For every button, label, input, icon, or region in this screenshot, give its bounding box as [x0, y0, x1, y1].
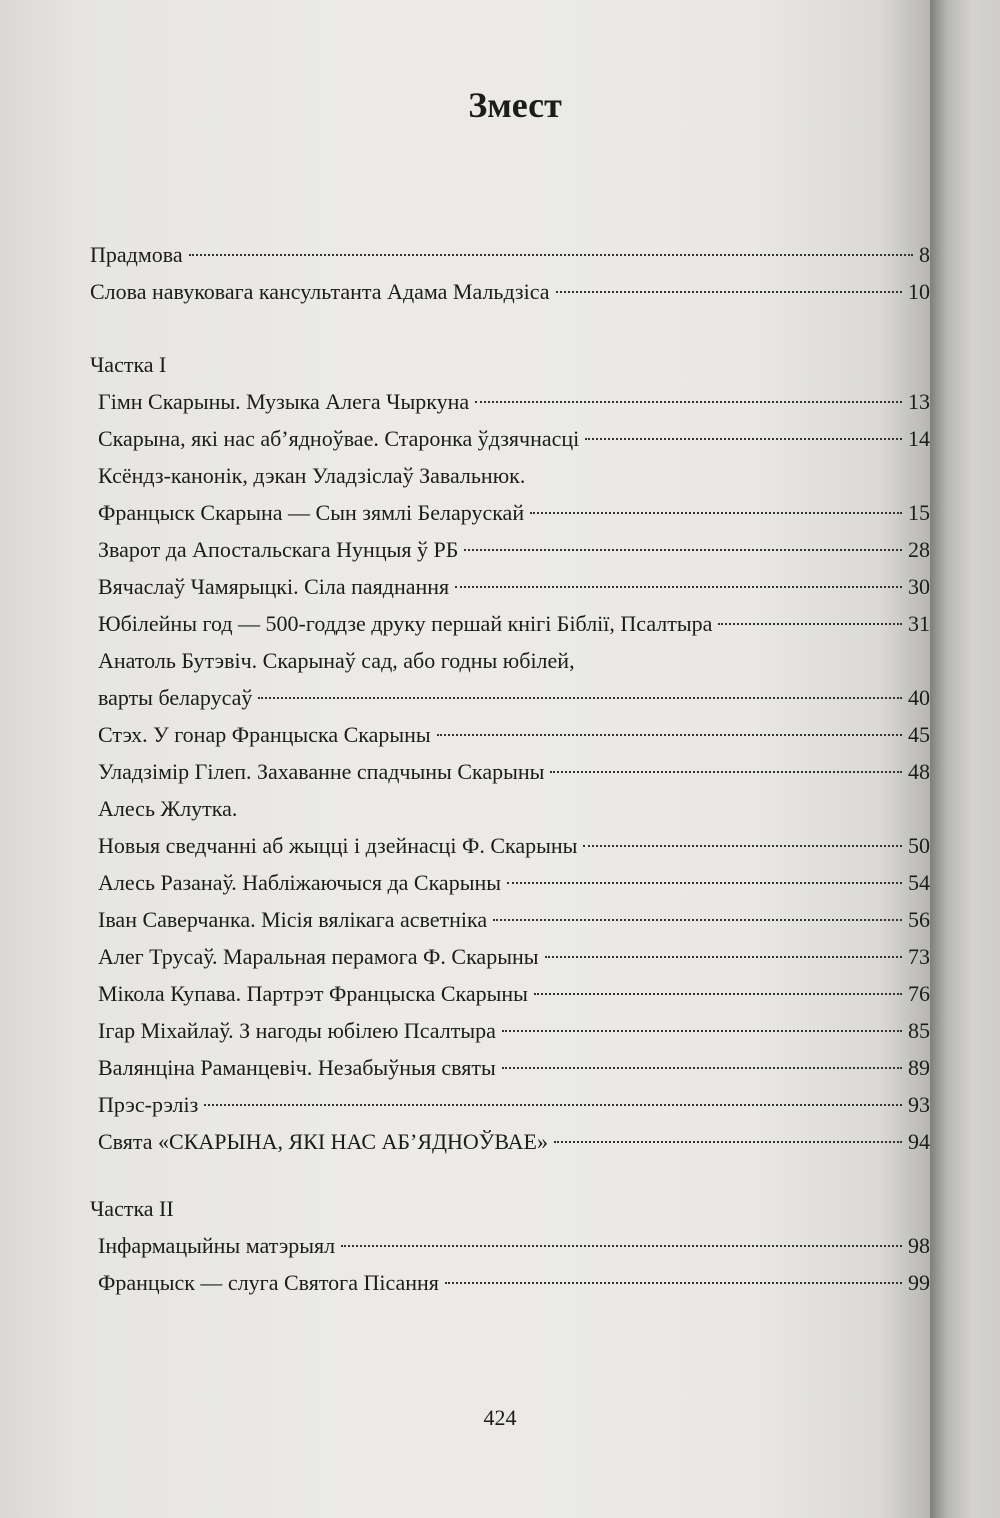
part-2-heading: Частка II [90, 1196, 174, 1221]
toc-entry-page: 30 [908, 574, 930, 599]
toc-entry-title: Мікола Купава. Партрэт Францыска Скарыны [98, 981, 528, 1006]
adjacent-page-edge [930, 0, 1000, 1518]
dot-leader [445, 1282, 902, 1284]
toc-entry-title: Ігар Міхайлаў. З нагоды юбілею Псалтыра [98, 1018, 496, 1043]
toc-entry-page: 73 [908, 944, 930, 969]
dot-leader [437, 734, 902, 736]
toc-entry-title: Прэс-рэліз [98, 1092, 199, 1117]
toc-entry-page: 85 [908, 1018, 930, 1043]
dot-leader [530, 512, 902, 514]
toc-entry [90, 642, 930, 679]
toc-entry-title: Інфармацыйны матэрыял [98, 1233, 336, 1258]
toc-entry-title: Алесь Жлутка. [98, 796, 238, 821]
dot-leader [502, 1030, 902, 1032]
toc-entry [90, 716, 930, 753]
dot-leader [189, 254, 913, 256]
toc-entry-title: Алесь Разанаў. Набліжаючыся да Скарыны [98, 870, 502, 895]
toc-entry-page: 48 [908, 759, 930, 784]
toc-entry [90, 1049, 930, 1086]
toc-entry [90, 679, 930, 716]
toc-entry-page: 45 [908, 722, 930, 747]
dot-leader [464, 549, 902, 551]
dot-leader [507, 882, 902, 884]
toc-entry [90, 273, 930, 310]
toc-entry [90, 1227, 930, 1264]
toc-entry [90, 901, 930, 938]
toc-entry-page: 14 [908, 426, 930, 451]
toc-entry-title: Зварот да Апостальскага Нунцыя ў РБ [98, 537, 459, 562]
toc-entry [90, 1123, 930, 1160]
page-number: 424 [483, 1405, 517, 1430]
toc-entry-page: 76 [908, 981, 930, 1006]
toc-entry-title: Вячаслаў Чамярыцкі. Сіла паяднання [98, 574, 450, 599]
toc-entry [90, 568, 930, 605]
toc-entry-page: 40 [908, 685, 930, 710]
toc-entry-page: 54 [908, 870, 930, 895]
dot-leader [341, 1245, 902, 1247]
toc-entry [90, 864, 930, 901]
toc-entry [90, 531, 930, 568]
dot-leader [204, 1104, 902, 1106]
toc-entry-title: Валянціна Раманцевіч. Незабыўныя святы [98, 1055, 496, 1080]
page-title: Змест [468, 85, 562, 125]
toc-entry-page: 94 [908, 1129, 930, 1154]
dot-leader [556, 291, 902, 293]
toc-entry-title: Стэх. У гонар Францыска Скарыны [98, 722, 431, 747]
toc-entry-page: 8 [919, 242, 930, 267]
toc-entry-title: Іван Саверчанка. Місія вялікага асветніка [98, 907, 488, 932]
toc-entry [90, 383, 930, 420]
toc-entry-page: 10 [908, 279, 930, 304]
toc-entry [90, 827, 930, 864]
toc-entry-title: Францыск Скарына — Сын зямлі Беларускай [98, 500, 525, 525]
toc-entry-title: Слова навуковага кансультанта Адама Мальдзіса [90, 279, 550, 304]
dot-leader [545, 956, 902, 958]
toc-entry-page: 50 [908, 833, 930, 858]
toc-entry [90, 1264, 930, 1301]
toc-entry-title: Алег Трусаў. Маральная перамога Ф. Скарыны [98, 944, 539, 969]
toc-entry-page: 93 [908, 1092, 930, 1117]
toc-entry [90, 790, 930, 827]
dot-leader [534, 993, 902, 995]
toc-entry-title: Свята «СКАРЫНА, ЯКІ НАС АБ’ЯДНОЎВАЕ» [98, 1129, 548, 1154]
toc-entry-title: Новыя сведчанні аб жыцці і дзейнасці Ф. Скарыны [98, 833, 578, 858]
toc-entry-title: Францыск — слуга Святога Пісання [98, 1270, 439, 1295]
part-1-heading: Частка I [90, 352, 167, 377]
toc-entry-page: 28 [908, 537, 930, 562]
toc-entry-page: 13 [908, 389, 930, 414]
toc-entry [90, 1086, 930, 1123]
toc-entry-page: 15 [908, 500, 930, 525]
dot-leader [550, 771, 902, 773]
dot-leader [493, 919, 902, 921]
toc-entry-title: Ксёндз-канонік, дэкан Уладзіслаў Завальнюк. [98, 463, 526, 488]
toc-entry-page: 98 [908, 1233, 930, 1258]
dot-leader [502, 1067, 902, 1069]
toc-entry-page: 89 [908, 1055, 930, 1080]
toc-entry [90, 1012, 930, 1049]
toc-entry-page: 31 [908, 611, 930, 636]
dot-leader [585, 438, 902, 440]
toc-entry [90, 753, 930, 790]
toc-entry [90, 494, 930, 531]
toc-entry-page: 99 [908, 1270, 930, 1295]
toc-entry [90, 938, 930, 975]
dot-leader [455, 586, 902, 588]
toc-entry-title: Юбілейны год — 500-годдзе друку першай кнігі Біблії, Псалтыра [98, 611, 713, 636]
toc-entry-title: варты беларусаў [98, 685, 253, 710]
toc-entry [90, 420, 930, 457]
toc-entry-title: Гімн Скарыны. Музыка Алега Чыркуна [98, 389, 470, 414]
table-of-contents [90, 84, 930, 1301]
toc-entry-title: Уладзімір Гілеп. Захаванне спадчыны Скарыны [98, 759, 545, 784]
toc-entry-page: 56 [908, 907, 930, 932]
toc-entry [90, 236, 930, 273]
toc-entry-title: Анатоль Бутэвіч. Скарынаў сад, або годны юбілей, [98, 648, 575, 673]
dot-leader [475, 401, 902, 403]
dot-leader [718, 623, 902, 625]
toc-entry [90, 605, 930, 642]
toc-entry [90, 457, 930, 494]
toc-entry-title: Прадмова [90, 242, 183, 267]
toc-entry-title: Скарына, які нас аб’ядноўвае. Старонка ўдзячнасці [98, 426, 580, 451]
dot-leader [583, 845, 902, 847]
dot-leader [554, 1141, 902, 1143]
toc-entry [90, 975, 930, 1012]
dot-leader [258, 697, 902, 699]
intro-entries [90, 236, 930, 310]
part-2-entries [90, 1227, 930, 1301]
part-1-entries [90, 383, 930, 1160]
